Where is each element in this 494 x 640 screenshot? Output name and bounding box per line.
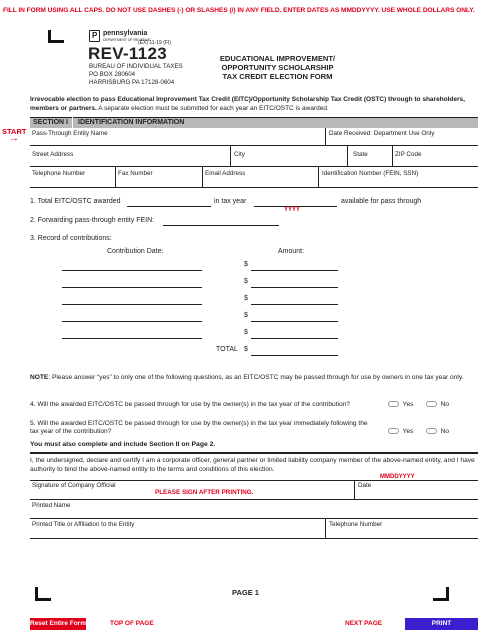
dollar-sign: $ xyxy=(244,329,248,336)
contribution-amount-input[interactable] xyxy=(251,338,338,339)
grid-line xyxy=(325,128,326,145)
top-notice: FILL IN FORM USING ALL CAPS. DO NOT USE DASHES (-) OR SLASHES (/) IN ANY FIELD. ENTER DATES AS MMDDYYYY. USE WHOLE DOLLARS ONLY. xyxy=(3,7,475,14)
street-address-field[interactable]: Street Address xyxy=(32,151,74,158)
line1-tax-year-label: in tax year xyxy=(214,198,247,205)
form-number: REV-1123 xyxy=(88,44,167,63)
grid-line xyxy=(325,518,326,538)
reset-form-button[interactable]: Reset Entire Form xyxy=(30,618,86,630)
corner-mark-tl-h xyxy=(48,40,64,43)
pennsylvania-keystone-logo: P xyxy=(89,30,100,42)
entity-name-field[interactable]: Pass-Through Entity Name xyxy=(32,130,108,137)
grid-line xyxy=(30,187,478,188)
email-field[interactable]: Email Address xyxy=(205,170,246,177)
section1-label: SECTION I xyxy=(33,119,69,126)
sign-after-printing-note: PLEASE SIGN AFTER PRINTING. xyxy=(155,489,254,496)
top-of-page-link[interactable]: TOP OF PAGE xyxy=(110,620,154,627)
date-received-field: Date Received: Department Use Only xyxy=(329,130,435,137)
date-format-hint: MMDDYYYY xyxy=(380,474,415,480)
signature-phone-field[interactable]: Telephone Number xyxy=(329,521,383,528)
department-name: DEPARTMENT OF REVENUE xyxy=(103,38,151,42)
tax-year-format-hint: YYYY xyxy=(284,207,301,213)
total-label: TOTAL xyxy=(216,346,238,353)
grid-line xyxy=(115,167,116,187)
dollar-sign: $ xyxy=(244,278,248,285)
printed-name-field[interactable]: Printed Name xyxy=(32,502,71,509)
radio-icon[interactable] xyxy=(426,401,437,407)
section1-title: IDENTIFICATION INFORMATION xyxy=(78,119,185,126)
dollar-sign: $ xyxy=(244,261,248,268)
bureau-address: BUREAU OF INDIVIDUAL TAXES PO BOX 280604 HARRISBURG PA 17128-0604 xyxy=(89,63,183,86)
signature-field[interactable]: Signature of Company Official xyxy=(32,482,116,489)
grid-line xyxy=(347,146,348,166)
section1-header xyxy=(30,117,478,128)
total-amount-input[interactable] xyxy=(251,355,338,356)
identification-number-field[interactable]: Identification Number (FEIN, SSN) xyxy=(322,170,419,177)
start-label: START xyxy=(2,127,27,136)
line2-label: 2. Forwarding pass-through entity FEIN: xyxy=(30,217,155,224)
question4-text: 4. Will the awarded EITC/OSTC be passed through for use by the owner(s) in the tax year of the contribution? xyxy=(30,401,350,408)
corner-mark-br-h xyxy=(433,598,449,601)
forwarding-fein-input[interactable] xyxy=(163,225,279,226)
radio-icon[interactable] xyxy=(388,428,399,434)
line1-pass-through-label: available for pass through xyxy=(341,198,422,205)
total-awarded-input[interactable] xyxy=(127,206,211,207)
note-paragraph: NOTE: Please answer “yes” to only one of the following questions, as an EITC/OSTC may be passed through for use by owners in one tax year only. xyxy=(30,374,464,381)
telephone-field[interactable]: Telephone Number xyxy=(32,170,86,177)
section2-notice: You must also complete and include Section II on Page 2. xyxy=(30,441,216,448)
grid-line xyxy=(230,146,231,166)
contribution-amount-input[interactable] xyxy=(251,287,338,288)
section1-divider xyxy=(72,117,73,129)
line1-label: 1. Total EITC/OSTC awarded xyxy=(30,198,121,205)
state-field[interactable]: State xyxy=(353,151,368,158)
start-arrow-icon: → xyxy=(9,133,19,144)
certification-text: I, the undersigned, declare and certify I am a corporate officer, general partner or limited liability company member of the above-named entity, and I have authority to bind the above-named entity to the terms and conditions of this election. xyxy=(30,457,475,473)
contribution-date-input[interactable] xyxy=(62,287,202,288)
grid-line xyxy=(30,538,478,539)
question4-no-option[interactable]: No xyxy=(426,401,449,408)
fax-field[interactable]: Fax Number xyxy=(118,170,153,177)
page-number: PAGE 1 xyxy=(232,588,259,597)
contribution-amount-input[interactable] xyxy=(251,321,338,322)
question5-text: 5. Will the awarded EITC/OSTC be passed through for use by the owner(s) in the tax year immediately following the tax year of the contribution? xyxy=(30,420,368,436)
grid-line xyxy=(30,145,478,146)
form-title: EDUCATIONAL IMPROVEMENT/ OPPORTUNITY SCHOLARSHIP TAX CREDIT ELECTION FORM xyxy=(219,54,336,81)
line3-label: 3. Record of contributions: xyxy=(30,235,112,242)
contribution-date-header: Contribution Date: xyxy=(107,248,164,255)
intro-paragraph: Irrevocable election to pass Educational Improvement Tax Credit (EITC)/Opportunity Scholarship Tax Credit (OSTC) through to shareholders, members or partners. A separate election must be submitted for each year an EITC/OSTC is awarded. xyxy=(30,96,465,112)
grid-line xyxy=(30,480,478,481)
contribution-date-input[interactable] xyxy=(62,270,202,271)
grid-line xyxy=(202,167,203,187)
grid-line xyxy=(30,518,478,519)
contribution-date-input[interactable] xyxy=(62,338,202,339)
separator xyxy=(30,452,478,454)
grid-line xyxy=(354,480,355,499)
grid-line xyxy=(30,499,478,500)
question5-yes-option[interactable]: Yes xyxy=(388,428,413,435)
radio-icon[interactable] xyxy=(388,401,399,407)
signature-date-field[interactable]: Date xyxy=(358,482,372,489)
dollar-sign: $ xyxy=(244,346,248,353)
dollar-sign: $ xyxy=(244,295,248,302)
contribution-date-input[interactable] xyxy=(62,321,202,322)
dollar-sign: $ xyxy=(244,312,248,319)
radio-icon[interactable] xyxy=(426,428,437,434)
grid-line xyxy=(30,166,478,167)
print-button[interactable]: PRINT xyxy=(405,618,478,630)
grid-line xyxy=(392,146,393,166)
city-field[interactable]: City xyxy=(234,151,245,158)
state-name: pennsylvania xyxy=(103,30,148,37)
corner-mark-bl-h xyxy=(35,598,51,601)
amount-header: Amount: xyxy=(278,248,305,255)
contribution-amount-input[interactable] xyxy=(251,304,338,305)
next-page-link[interactable]: NEXT PAGE xyxy=(345,620,383,627)
zip-code-field[interactable]: ZIP Code xyxy=(395,151,422,158)
grid-line xyxy=(318,167,319,187)
contribution-amount-input[interactable] xyxy=(251,270,338,271)
printed-title-field[interactable]: Printed Title or Affiliation to the Entity xyxy=(32,521,135,528)
form-code: (EX) 11-19 (FI) xyxy=(138,40,171,46)
question5-no-option[interactable]: No xyxy=(426,428,449,435)
contribution-date-input[interactable] xyxy=(62,304,202,305)
question4-yes-option[interactable]: Yes xyxy=(388,401,413,408)
